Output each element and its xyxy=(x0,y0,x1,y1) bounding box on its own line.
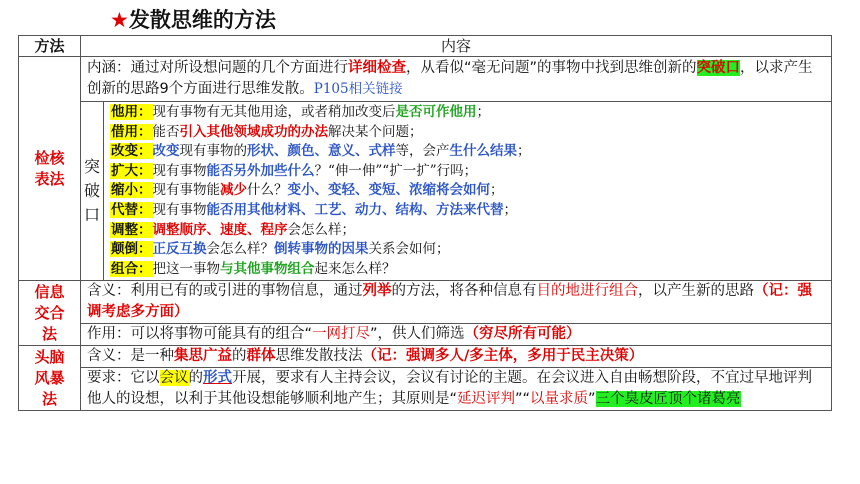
checklist-item xyxy=(110,181,831,201)
title-text: 发散思维的方法 xyxy=(128,8,276,32)
checklist-item-text: 解决某个问题； xyxy=(328,123,423,140)
checklist-item-tag: 缩小： xyxy=(111,182,152,199)
checklist-item-text: 现有事物 xyxy=(152,162,207,179)
checklist-item xyxy=(110,260,831,280)
checklist-item-text: 与其他事物组合 xyxy=(220,260,315,277)
checklist-item-text: 现有事物 xyxy=(152,201,207,218)
checklist-item-tag: 代替： xyxy=(111,201,152,218)
checklist-content xyxy=(81,57,832,281)
checklist-item-text: 调整顺序、速度、程序 xyxy=(152,221,288,238)
table-header-row xyxy=(19,36,832,57)
page-title xyxy=(110,4,276,34)
checklist-item-text: ； xyxy=(490,182,504,199)
checklist-item xyxy=(110,162,831,182)
header-method: 方法 xyxy=(19,36,81,57)
checklist-item-text: 现有事物的 xyxy=(179,143,247,160)
checklist-item-text: 倒转事物的因果 xyxy=(274,241,369,258)
brainstorm-row-1 xyxy=(19,346,832,368)
brainstorm-requirement: 要求：它以会议的形式开展，要求有人主持会议，会议有讨论的主题。在会议进入自由畅想阶段，不宜过早地评判他人的设想，以利于其他设想能够顺利地产生；其原则是“延迟评判”“以量求质”三个臭皮匠顶个诸葛亮 xyxy=(81,368,832,411)
proverb-highlight: 三个臭皮匠顶个诸葛亮 xyxy=(595,391,741,408)
checklist-item-text: 引入其他领域成功的办法 xyxy=(179,123,328,140)
checklist-item xyxy=(110,103,831,123)
checklist-item-text: 形状、颜色、意义、式样 xyxy=(247,143,396,160)
checklist-item xyxy=(110,240,831,260)
checklist-item-text: ； xyxy=(476,104,490,120)
checklist-item-text: 生什么结果 xyxy=(449,143,517,160)
checklist-item-text: 正反互换 xyxy=(152,241,207,258)
checklist-item-text: 是否可作他用 xyxy=(395,104,477,120)
checklist-items-table xyxy=(81,102,831,280)
checklist-item-text: 什么？ xyxy=(247,182,288,199)
checklist-item-tag: 扩大： xyxy=(111,162,152,179)
info-method-label: 信息交合法 xyxy=(19,281,81,346)
methods-table xyxy=(18,35,832,411)
header-content: 内容 xyxy=(81,36,832,57)
breakthrough-label: 突破口 xyxy=(81,102,104,280)
checklist-item-text: 能否 xyxy=(152,123,180,140)
checklist-item-tag: 他用： xyxy=(111,104,152,120)
checklist-method-label: 检核表法 xyxy=(19,57,81,281)
brainstorm-method-label: 头脑风暴法 xyxy=(19,346,81,411)
checklist-item-text: ？“伸一伸”“扩一扩”行吗； xyxy=(314,162,478,179)
checklist-item-text: ； xyxy=(503,201,517,218)
checklist-item-tag: 借用： xyxy=(111,123,152,140)
checklist-item-tag: 调整： xyxy=(111,221,152,238)
checklist-item-text: 会怎么样？ xyxy=(206,241,274,258)
checklist-item-text: 会怎么样； xyxy=(287,221,355,238)
brainstorm-definition: 含义：是一种集思广益的群体思维发散技法（记：强调多人/多主体，多用于民主决策） xyxy=(81,346,832,368)
checklist-intro: 内涵：通过对所设想问题的几个方面进行详细检查，从看似“毫无问题”的事物中找到思维创新的突破口，以求产生创新的思路9个方面进行思维发散。P105相关链接 xyxy=(81,57,831,102)
star-icon: ★ xyxy=(110,8,129,32)
info-row-1 xyxy=(19,281,832,324)
brainstorm-row-2 xyxy=(19,368,832,411)
checklist-item-text: 等，会产 xyxy=(395,143,450,160)
related-link[interactable]: P105相关链接 xyxy=(313,81,403,97)
checklist-item-text: 减少 xyxy=(220,182,247,199)
checklist-item-text: 现有事物能 xyxy=(152,182,220,199)
checklist-item xyxy=(110,201,831,221)
checklist-item-text: 现有事物有无其他用途，或者稍加改变后 xyxy=(152,104,396,120)
info-function: 作用：可以将事物可能具有的组合“一网打尽”，供人们筛选（穷尽所有可能） xyxy=(81,324,832,346)
checklist-item-text: 改变 xyxy=(152,143,180,160)
checklist-item-text: 能否另外加些什么 xyxy=(206,162,315,179)
checklist-item-text: 关系会如何； xyxy=(368,241,450,258)
checklist-item-text: 把这一事物 xyxy=(152,260,220,277)
checklist-item-tag: 颠倒： xyxy=(111,241,152,258)
info-definition: 含义：利用已有的或引进的事物信息，通过列举的方法，将各种信息有目的地进行组合，以产生新的思路（记：强调考虑多方面） xyxy=(81,281,832,324)
checklist-item-text: ； xyxy=(517,143,531,160)
checklist-item xyxy=(110,142,831,162)
checklist-item xyxy=(110,123,831,143)
info-row-2 xyxy=(19,324,832,346)
checklist-item-tag: 组合： xyxy=(111,260,152,277)
checklist-item xyxy=(110,221,831,241)
checklist-item-text: 起来怎么样？ xyxy=(314,260,396,277)
checklist-row xyxy=(19,57,832,281)
checklist-item-tag: 改变： xyxy=(111,143,152,160)
checklist-item-text: 能否用其他材料、工艺、动力、结构、方法来代替 xyxy=(206,201,504,218)
checklist-item-text: 变小、变轻、变短、浓缩将会如何 xyxy=(287,182,490,199)
checklist-items xyxy=(104,102,832,280)
